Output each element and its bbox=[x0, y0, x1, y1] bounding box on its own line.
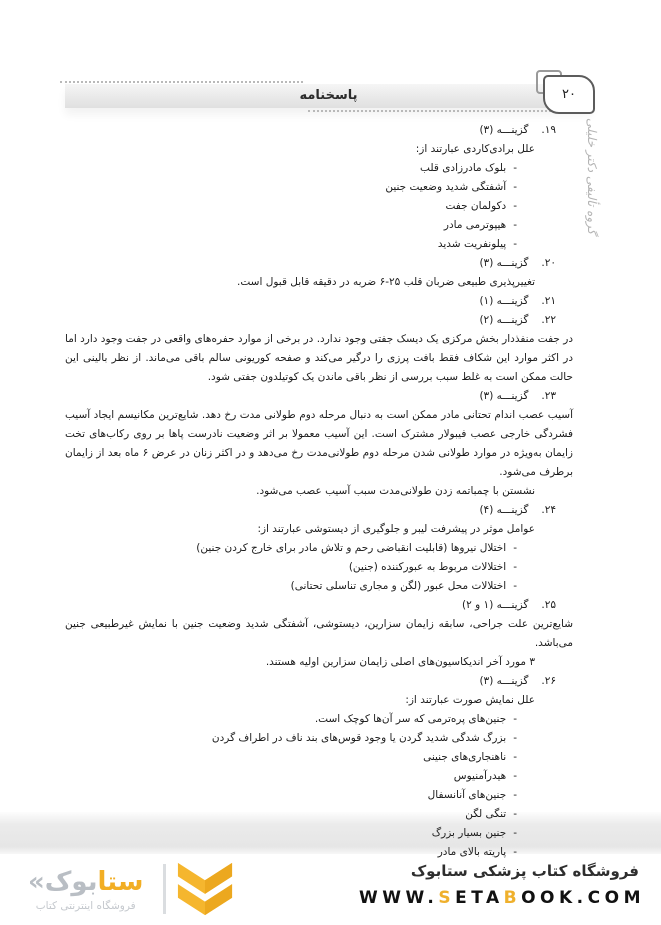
answer-bullet bbox=[65, 197, 517, 216]
bullet-dash: - bbox=[513, 732, 517, 744]
logo-text-block bbox=[28, 867, 143, 912]
bullet-dash: - bbox=[513, 789, 517, 801]
answer-bullet bbox=[65, 805, 517, 824]
header-dotted-line-left bbox=[60, 81, 303, 83]
answer-number: ۲۳. bbox=[541, 390, 556, 402]
answer-row-20 bbox=[65, 254, 556, 273]
header-band bbox=[65, 84, 592, 108]
url-part: WWW. bbox=[359, 888, 439, 908]
bullet-dash: - bbox=[513, 846, 517, 858]
url-part: OOK.COM bbox=[521, 888, 645, 908]
answer-row-24 bbox=[65, 501, 556, 520]
url-part-gold: B bbox=[503, 888, 522, 908]
bullet-text: اختلالات مربوط به عبورکننده (جنین) bbox=[348, 561, 507, 573]
bullet-dash: - bbox=[513, 200, 517, 212]
answer-bullet bbox=[65, 159, 517, 178]
answer-paragraph: در جفت منفذدار بخش مرکزی یک دیسک جفتی وجود ندارد. در برخی از موارد حفره‌های واقعی در جفت وجود دارد اما در اکثر موارد این شکاف فقط بافت پرزی را درگیر می‌کند و صفحه کوریونی سالم باقی می‌ماند. از نظر بالینی این حالت ممکن است به غلط سبب بررسی از نظر باقی ماندن یک کوتیلدون جفتی شود. bbox=[65, 333, 573, 383]
bullet-text: اختلال نیروها (قابلیت انقباضی رحم و تلاش مادر برای خارج کردن جنین) bbox=[196, 542, 507, 554]
url-part-gold: S bbox=[438, 888, 456, 908]
answer-row-26 bbox=[65, 672, 556, 691]
answer-bullet bbox=[65, 558, 517, 577]
bullet-text: تنگی لگن bbox=[465, 808, 507, 820]
answer-number: ۲۶. bbox=[541, 675, 556, 687]
answer-bullet bbox=[65, 235, 517, 254]
bullet-text: بلوک مادرزادی قلب bbox=[420, 162, 507, 174]
answer-line: عوامل موثر در پیشرفت لیبر و جلوگیری از دیستوشی عبارتند از: bbox=[257, 523, 535, 535]
page-title: پاسخنامه bbox=[299, 88, 358, 103]
answer-paragraph: شایع‌ترین علت جراحی، سابقه زایمان سزارین، دیستوشی، آشفتگی شدید وضعیت جنین با نمایش غیرطبیعی جنین می‌باشد. bbox=[65, 618, 573, 649]
bullet-text: اختلالات محل عبور (لگن و مجاری تناسلی تحتانی) bbox=[290, 580, 507, 592]
answer-row-23 bbox=[65, 387, 556, 406]
site-url bbox=[359, 888, 645, 908]
store-name: فروشگاه کتاب پزشکی ستابوک bbox=[410, 862, 639, 880]
answer-row-22 bbox=[65, 311, 556, 330]
bullet-dash: - bbox=[513, 770, 517, 782]
answer-number: ۱۹. bbox=[541, 124, 556, 136]
bullet-text: آشفتگی شدید وضعیت جنین bbox=[385, 181, 507, 193]
url-part: ETA bbox=[455, 888, 504, 908]
bullet-text: هیپوترمی مادر bbox=[443, 219, 507, 231]
answer-bullet bbox=[65, 748, 517, 767]
bullet-text: دکولمان جفت bbox=[445, 200, 507, 212]
answer-bullet bbox=[65, 729, 517, 748]
bullet-text: پاریته بالای مادر bbox=[437, 846, 507, 858]
answer-option: گزینـــه (۳) bbox=[479, 257, 529, 269]
bullet-dash: - bbox=[513, 238, 517, 250]
answer-option: گزینـــه (۱) bbox=[479, 295, 529, 307]
logo-divider bbox=[163, 864, 166, 914]
answer-line: تغییرپذیری طبیعی ضربان قلب ۲۵-۶ ضربه در دقیقه قابل قبول است. bbox=[237, 276, 535, 288]
answer-bullet bbox=[65, 824, 517, 843]
answers-content bbox=[65, 121, 573, 862]
answer-row-21 bbox=[65, 292, 556, 311]
answer-number: ۲۴. bbox=[541, 504, 556, 516]
answer-bullet bbox=[65, 216, 517, 235]
bullet-text: جنین‌های آنانسفال bbox=[427, 789, 507, 801]
answer-line: علل نمایش صورت عبارتند از: bbox=[405, 694, 535, 706]
bullet-text: جنین‌های پره‌ترمی که سر آن‌ها کوچک است. bbox=[314, 713, 507, 725]
answer-line: نشستن با چمباتمه زدن طولانی‌مدت سبب آسیب عصب می‌شود. bbox=[256, 485, 535, 497]
bullet-dash: - bbox=[513, 181, 517, 193]
answer-number: ۲۲. bbox=[541, 314, 556, 326]
answer-number: ۲۱. bbox=[541, 295, 556, 307]
footer bbox=[0, 856, 661, 925]
logo-guillemet: « bbox=[28, 866, 45, 897]
answer-line: علل برادی‌کاردی عبارتند از: bbox=[415, 143, 535, 155]
bullet-text: ناهنجاری‌های جنینی bbox=[423, 751, 507, 763]
answer-bullet bbox=[65, 710, 517, 729]
answer-bullet bbox=[65, 539, 517, 558]
bullet-dash: - bbox=[513, 827, 517, 839]
bullet-dash: - bbox=[513, 561, 517, 573]
logo-tagline: فروشگاه اینترنتی کتاب bbox=[35, 899, 136, 912]
bullet-text: جنین بسیار بزرگ bbox=[431, 827, 507, 839]
answer-line: ۳ مورد آخر اندیکاسیون‌های اصلی زایمان سزارین اولیه هستند. bbox=[265, 656, 535, 668]
answer-bullet bbox=[65, 577, 517, 596]
answer-bullet bbox=[65, 786, 517, 805]
bullet-dash: - bbox=[513, 751, 517, 763]
answer-row-19 bbox=[65, 121, 556, 140]
answer-bullet bbox=[65, 843, 517, 862]
answer-number: ۲۵. bbox=[541, 599, 556, 611]
bullet-dash: - bbox=[513, 162, 517, 174]
answer-option: گزینـــه (۱ و ۲) bbox=[462, 599, 529, 611]
setabook-logo bbox=[28, 860, 234, 918]
bullet-text: پیلونفریت شدید bbox=[437, 238, 507, 250]
bullet-dash: - bbox=[513, 542, 517, 554]
answer-paragraph: آسیب عصب اندام تحتانی مادر ممکن است به دنبال مرحله دوم طولانی مدت رخ دهد. شایع‌ترین مکانیسم ایجاد آسیب فشردگی خارجی عصب فیبولار مشترک است. این آسیب معمولا بر اثر وضعیت نادرست پاها بر روی رکاب‌های تخت زایمان به‌ویژه در موارد طولانی شدن مرحله دوم طولانی‌مدت رخ می‌دهد و در اکثر زنان در عرض ۶ ماه بعد از زایمان برطرف می‌شود. bbox=[65, 409, 573, 478]
answer-option: گزینـــه (۳) bbox=[479, 124, 529, 136]
logo-wordmark-gray: بوک bbox=[44, 866, 98, 897]
page-number-badge: ۲۰ bbox=[543, 75, 595, 114]
logo-wordmark bbox=[28, 867, 143, 897]
answer-option: گزینـــه (۴) bbox=[479, 504, 529, 516]
publisher-vertical-watermark: گروه تألیفی دکتر خلیلی bbox=[585, 118, 599, 235]
logo-wordmark-yellow: ستا bbox=[97, 866, 144, 897]
setabook-chevron-logo-icon bbox=[176, 860, 234, 918]
answer-option: گزینـــه (۳) bbox=[479, 675, 529, 687]
bullet-dash: - bbox=[513, 580, 517, 592]
answer-option: گزینـــه (۲) bbox=[479, 314, 529, 326]
bullet-dash: - bbox=[513, 219, 517, 231]
bullet-dash: - bbox=[513, 808, 517, 820]
answer-row-25 bbox=[65, 596, 556, 615]
answer-bullet bbox=[65, 178, 517, 197]
answer-number: ۲۰. bbox=[541, 257, 556, 269]
answer-bullet bbox=[65, 767, 517, 786]
bullet-dash: - bbox=[513, 713, 517, 725]
bullet-text: هیدرآمنیوس bbox=[453, 770, 507, 782]
answer-option: گزینـــه (۳) bbox=[479, 390, 529, 402]
bullet-text: بزرگ شدگی شدید گردن یا وجود قوس‌های بند ناف در اطراف گردن bbox=[211, 732, 507, 744]
